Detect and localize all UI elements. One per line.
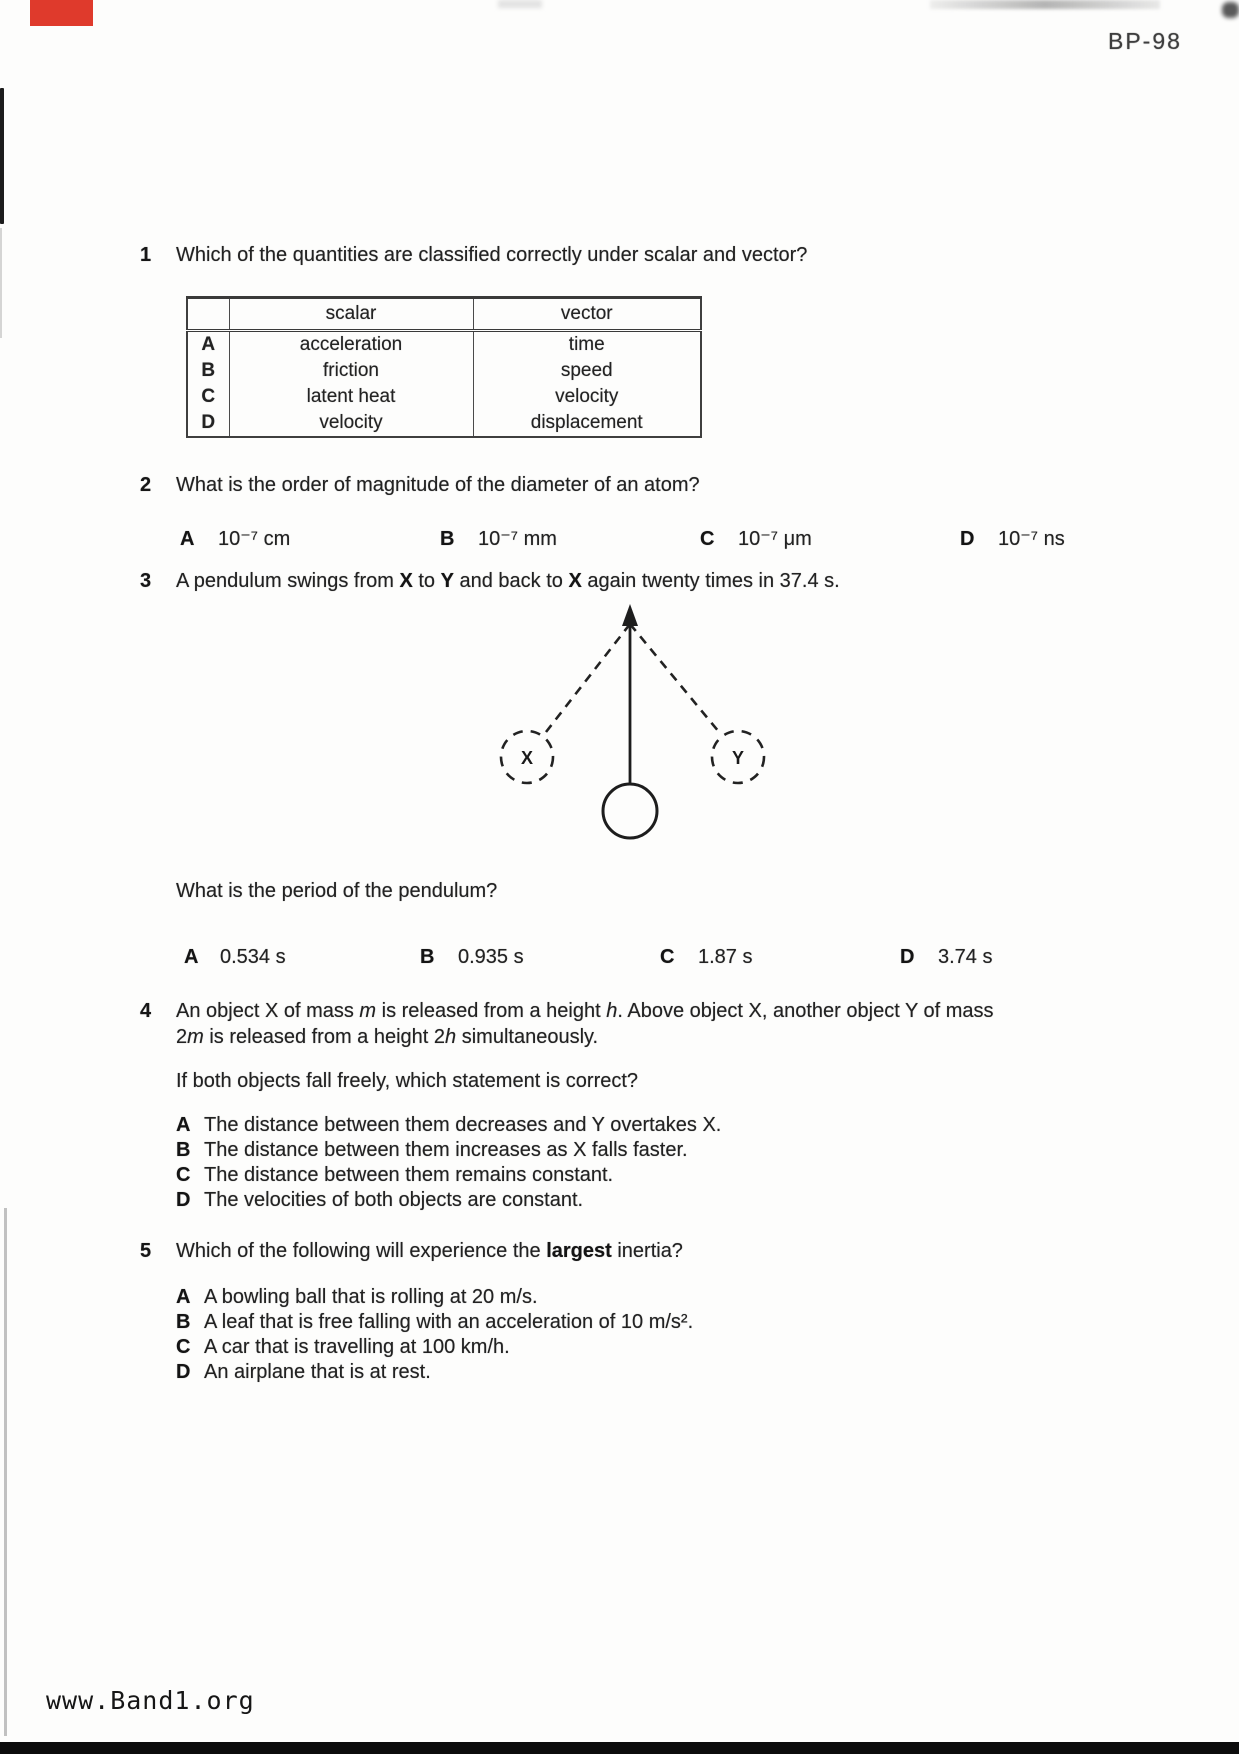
q5-bold-largest: largest xyxy=(546,1240,612,1262)
question-3-number: 3 xyxy=(140,570,152,592)
table-header-scalar: scalar xyxy=(229,298,473,331)
option-d-value: 10⁻⁷ ns xyxy=(998,528,1065,550)
option-a-letter: A xyxy=(184,946,199,968)
option-d-letter: D xyxy=(960,528,975,550)
option-text: An airplane that is at rest. xyxy=(204,1361,431,1383)
scan-artifact-top-center-smudge xyxy=(498,0,542,8)
option-text: The distance between them remains constant. xyxy=(204,1164,614,1186)
row-vector-cell: velocity xyxy=(555,386,619,407)
option-letter: D xyxy=(176,1189,191,1211)
row-scalar-cell: latent heat xyxy=(229,384,473,410)
table-row xyxy=(187,331,701,359)
q5-text-run: Which of the following will experience the xyxy=(176,1240,547,1262)
option-b-value: 0.935 s xyxy=(458,946,524,968)
q4-text-run: . Above object X, another object Y of mass xyxy=(617,1000,994,1022)
table-row xyxy=(187,384,701,410)
table-row xyxy=(187,358,701,384)
question-3-text xyxy=(176,570,840,593)
page-reference: BP-98 xyxy=(1108,28,1182,54)
label-y: Y xyxy=(731,748,745,768)
row-letter: A xyxy=(187,331,229,359)
footer-website-url: www.Band1.org xyxy=(46,1686,255,1715)
question-4-line2 xyxy=(176,1026,598,1049)
table-header-blank xyxy=(187,298,229,331)
option-text: A car that is travelling at 100 km/h. xyxy=(204,1336,510,1358)
question-1-number: 1 xyxy=(140,244,152,266)
row-letter: C xyxy=(187,384,229,410)
q4-italic-2m: m xyxy=(187,1026,204,1048)
question-5-text xyxy=(176,1240,683,1263)
row-vector-cell: time xyxy=(568,334,605,355)
q3-text-run: again twenty times in 37.4 s. xyxy=(581,570,840,592)
label-x: X xyxy=(520,748,534,768)
swing-line-left xyxy=(546,624,630,732)
pendulum-diagram xyxy=(430,598,830,864)
row-vector-cell: displacement xyxy=(530,412,643,433)
scan-artifact-left-line xyxy=(4,1208,7,1736)
option-b-letter: B xyxy=(420,946,435,968)
q4-italic-h: h xyxy=(606,1000,618,1022)
question-4-number: 4 xyxy=(140,1000,152,1022)
option-b-value: 10⁻⁷ mm xyxy=(478,528,557,550)
table-row xyxy=(187,410,701,437)
question-2-text: What is the order of magnitude of the diameter of an atom? xyxy=(176,474,700,496)
q4-italic-m: m xyxy=(359,1000,377,1022)
row-letter: D xyxy=(187,410,229,437)
question-5-number: 5 xyxy=(140,1240,152,1262)
option-text: The distance between them decreases and Y overtakes X. xyxy=(204,1114,722,1136)
question-1-text: Which of the quantities are classified correctly under scalar and vector? xyxy=(176,244,808,266)
row-scalar-cell: velocity xyxy=(229,410,473,437)
option-letter: A xyxy=(176,1114,191,1136)
q4-text-run: An object X of mass xyxy=(176,1000,360,1022)
q4-text-run: simultaneously. xyxy=(456,1026,599,1048)
swing-line-right xyxy=(630,624,719,732)
option-b-letter: B xyxy=(440,528,455,550)
question-1-table xyxy=(186,296,702,438)
option-text: The velocities of both objects are constant. xyxy=(204,1189,584,1211)
q5-text-run: inertia? xyxy=(611,1240,683,1262)
option-text: The distance between them increases as X falls faster. xyxy=(204,1139,688,1161)
scan-artifact-top-right-smudge xyxy=(930,0,1160,9)
question-3-sub: What is the period of the pendulum? xyxy=(176,880,498,902)
table-header-vector: vector xyxy=(473,298,701,331)
option-letter: B xyxy=(176,1311,191,1333)
row-vector-cell: speed xyxy=(560,360,613,381)
option-a-value: 10⁻⁷ cm xyxy=(218,528,291,550)
option-d-letter: D xyxy=(900,946,915,968)
option-c-value: 1.87 s xyxy=(698,946,753,968)
pivot-arrowhead xyxy=(622,604,638,626)
option-c-letter: C xyxy=(660,946,675,968)
option-text: A bowling ball that is rolling at 20 m/s. xyxy=(204,1286,538,1308)
option-letter: A xyxy=(176,1286,191,1308)
question-4-sub: If both objects fall freely, which statement is correct? xyxy=(176,1070,639,1092)
scan-artifact-right-edge-blob xyxy=(1222,2,1239,18)
option-a-value: 0.534 s xyxy=(220,946,286,968)
table-header-row xyxy=(187,298,701,331)
question-2-number: 2 xyxy=(140,474,152,496)
row-scalar-cell: friction xyxy=(229,358,473,384)
option-c-value: 10⁻⁷ μm xyxy=(738,528,812,550)
pendulum-bob xyxy=(603,784,657,838)
scan-artifact-red-mark xyxy=(30,0,93,26)
q4-italic-2h: h xyxy=(445,1026,457,1048)
scan-artifact-bottom-bar xyxy=(0,1742,1239,1754)
option-letter: C xyxy=(176,1336,191,1358)
option-letter: D xyxy=(176,1361,191,1383)
q3-text-run: A pendulum swings from xyxy=(176,570,400,592)
option-letter: B xyxy=(176,1139,191,1161)
q3-bold-y: Y xyxy=(440,570,454,592)
q3-bold-x2: X xyxy=(568,570,582,592)
q3-text-run: to xyxy=(412,570,441,592)
q4-text-run: is released from a height 2 xyxy=(203,1026,446,1048)
question-4-text-line1 xyxy=(176,1000,994,1023)
q3-bold-x: X xyxy=(399,570,413,592)
option-c-letter: C xyxy=(700,528,715,550)
option-d-value: 3.74 s xyxy=(938,946,993,968)
q4-text-run: is released from a height xyxy=(376,1000,607,1022)
q3-text-run: and back to xyxy=(453,570,569,592)
scan-artifact-left-dash xyxy=(0,88,4,224)
q4-text-run: 2 xyxy=(176,1026,188,1048)
option-letter: C xyxy=(176,1164,191,1186)
row-letter: B xyxy=(187,358,229,384)
option-a-letter: A xyxy=(180,528,195,550)
option-text: A leaf that is free falling with an acceleration of 10 m/s². xyxy=(204,1311,694,1333)
scan-artifact-left-dash-faint xyxy=(0,228,2,338)
row-scalar-cell: acceleration xyxy=(229,331,473,359)
